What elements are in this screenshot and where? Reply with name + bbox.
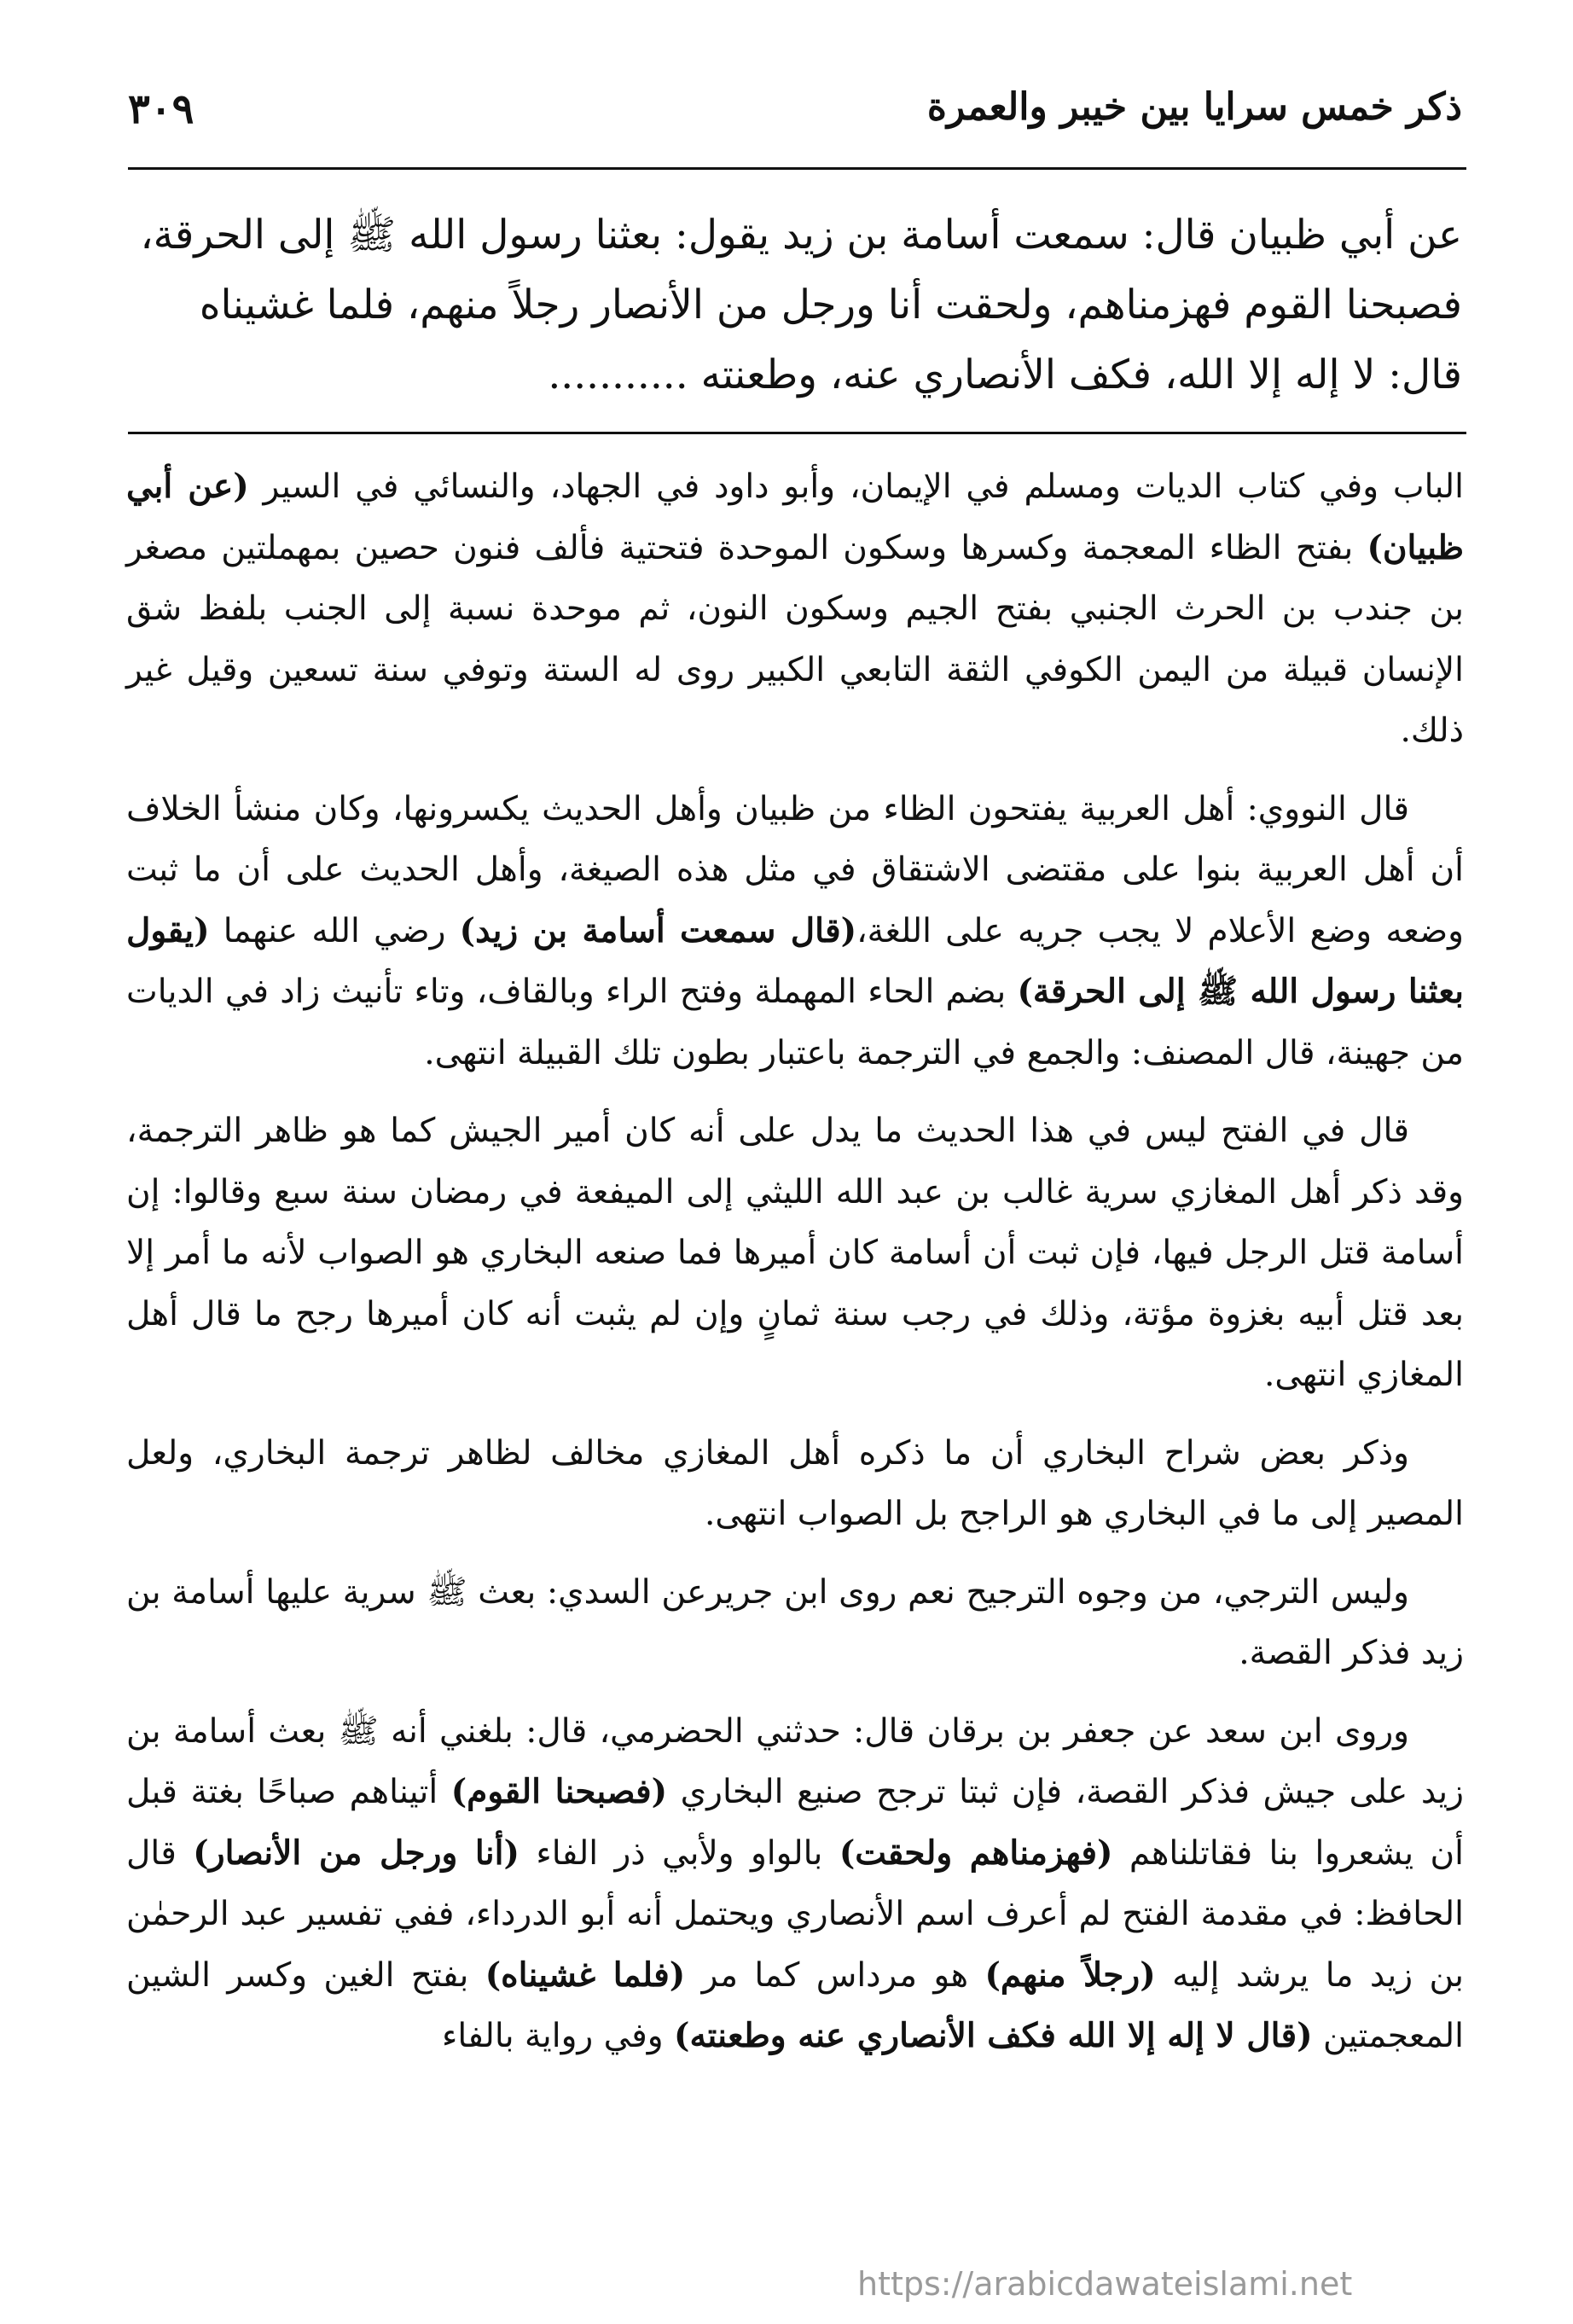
text-run: أتيناهم صباحًا بغتة قبل أن يشعروا بنا فقاتلناهم (126, 1773, 1464, 1873)
quoted-phrase: (فهزمناهم ولحقت) (839, 1833, 1113, 1873)
quoted-phrase: (رجلاً منهم) (984, 1955, 1156, 1995)
commentary-paragraph-3: قال في الفتح ليس في هذا الحديث ما يدل على أنه كان أمير الجيش كما هو ظاهر الترجمة، وقد ذكر أهل المغازي سرية غالب بن عبد الله الليثي إلى الميفعة في رمضان سنة سبع وقالوا: إن أسامة قتل الرجل فيها، فإن ثبت أن أسامة كان أميرها فما صنعه البخاري هو الصواب لأنه ما أمر إلا بعد قتل أبيه بغزوة مؤتة، وذلك في رجب سنة ثمانٍ وإن لم يثبت أنه كان أميرها رجح ما قال أهل المغازي انتهى. (126, 1112, 1464, 1394)
running-title: ذكر خمس سرايا بين خيبر والعمرة (926, 85, 1462, 129)
section-divider (128, 432, 1466, 434)
text-run: قال الحافظ: في مقدمة الفتح لم أعرف اسم الأنصاري ويحتمل أنه أبو الدرداء، ففي تفسير عبد الرحمٰن بن زيد ما يرشد إليه (126, 1833, 1464, 1995)
hadith-line-1: عن أبي ظبيان قال: سمعت أسامة بن زيد يقول: بعثنا رسول الله ﷺ إلى الحرقة، (140, 212, 1462, 259)
text-run: بفتح الغين وكسر الشين المعجمتين (126, 1955, 1464, 2055)
commentary-paragraph-4: وذكر بعض شراح البخاري أن ما ذكره أهل المغازي مخالف لظاهر ترجمة البخاري، ولعل المصير إلى ما في البخاري هو الراجح بل الصواب انتهى. (126, 1433, 1464, 1533)
quoted-phrase: (فصبحنا القوم) (450, 1772, 668, 1811)
watermark-url: https://arabicdawateislami.net (857, 2265, 1353, 2303)
quoted-phrase: (يقول بعثنا رسول الله ﷺ إلى الحرقة) (126, 910, 1464, 1011)
text-run: بالواو ولأبي ذر الفاء (519, 1833, 839, 1873)
hadith-text (128, 200, 1462, 410)
quoted-phrase: (قال لا إله إلا الله فكف الأنصاري عنه وطعنته) (674, 2016, 1313, 2055)
quoted-phrase: (أنا ورجل من الأنصار) (193, 1833, 519, 1873)
text-run: وروى ابن سعد عن جعفر بن برقان قال: حدثني الحضرمي، قال: بلغني أنه ﷺ بعث أسامة بن زيد على جيش فذكر القصة، فإن ثبتا ترجح صنيع البخاري (126, 1711, 1464, 1811)
text-run: الباب وفي كتاب الديات ومسلم في الإيمان، وأبو داود في الجهاد، والنسائي في السير (248, 468, 1464, 506)
text-run: قال النووي: أهل العربية يفتحون الظاء من ظبيان وأهل الحديث يكسرونها، وكان منشأ الخلاف أن أهل العربية بنوا على مقتضى الاشتقاق في مثل هذه الصيغة، وأهل الحديث على أن ما ثبت وضعه وضع الأعلام لا يجب جريه على اللغة، (126, 789, 1464, 950)
text-run: بضم الحاء المهملة وفتح الراء وبالقاف، وتاء تأنيث زاد في الديات من جهينة، قال المصنف: والجمع في الترجمة باعتبار بطون تلك القبيلة انتهى. (126, 973, 1464, 1072)
hadith-line-2: فصبحنا القوم فهزمناهم، ولحقت أنا ورجل من الأنصار رجلاً منهم، فلما غشيناه (199, 282, 1462, 328)
commentary-paragraph-6 (126, 1701, 1464, 2067)
text-run: رضي الله عنهما (209, 911, 460, 950)
commentary-paragraph-1 (126, 456, 1464, 762)
quoted-phrase: (عن أبي ظبيان) (126, 467, 1464, 567)
commentary-paragraph-2 (126, 779, 1464, 1084)
header-rule (128, 167, 1466, 170)
commentary-paragraph-5: وليس الترجي، من وجوه الترجيح نعم روى ابن جريرعن السدي: بعث ﷺ سرية عليها أسامة بن زيد فذكر القصة. (126, 1572, 1464, 1672)
page-header (128, 85, 1462, 145)
ellipsis-dots: ........... (548, 352, 688, 398)
page-number: ٣٠٩ (128, 85, 194, 133)
text-run: وفي رواية بالفاء (442, 2017, 675, 2055)
hadith-line-3-text: قال: لا إله إلا الله، فكف الأنصاري عنه، وطعنته (700, 352, 1462, 398)
text-run: بفتح الظاء المعجمة وكسرها وسكون الموحدة فتحتية فألف فنون حصين بمهملتين مصغر بن جندب بن الحرث الجنبي بفتح الجيم وسكون النون، ثم موحدة نسبة إلى الجنب بلفظ شق الإنسان قبيلة من اليمن الكوفي الثقة التابعي الكبير روى له الستة وتوفي سنة تسعين وقيل غير ذلك. (126, 528, 1464, 750)
quoted-phrase: (قال سمعت أسامة بن زيد) (459, 910, 857, 950)
hadith-line-3 (128, 340, 1462, 410)
quoted-phrase: (فلما غشيناه) (485, 1955, 686, 1995)
text-run: هو مرداس كما مر (685, 1955, 985, 1995)
commentary-text (126, 456, 1464, 2084)
